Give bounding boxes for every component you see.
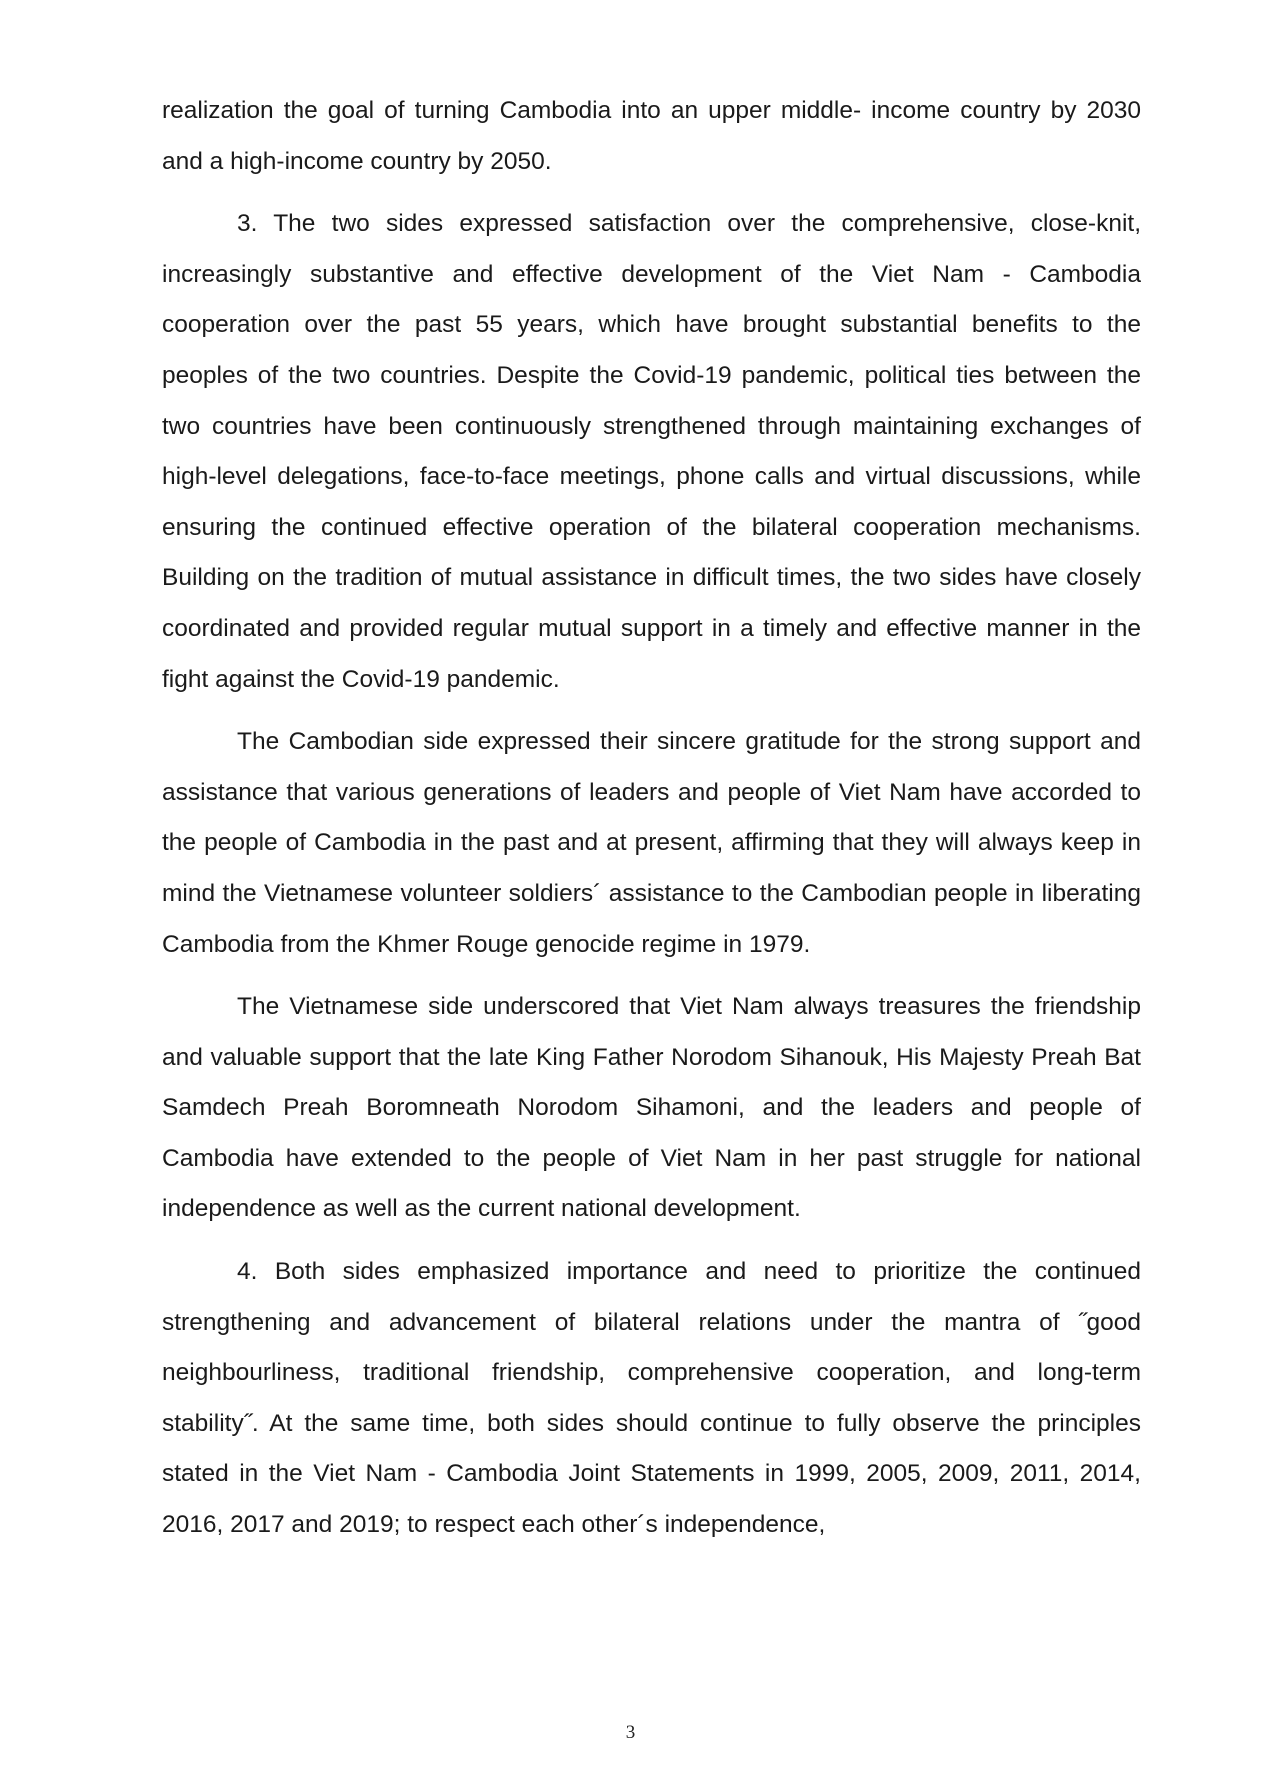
paragraph-text: The two sides expressed satisfaction over the comprehensive, close-knit, increasingly substantive and effective development of the Viet Nam - Cambodia cooperation over the past 55 years, which have brought substantial benefits to the peoples of the two countries. Despite the Covid-19 pandemic, political ties between the two countries have been continuously strengthened through maintaining exchanges of high-level delegations, face-to-face meetings, phone calls and virtual discussions, while ensuring the continued effective operation of the bilateral cooperation mechanisms. Building on the tradition of mutual assistance in difficult times, the two sides have closely coordinated and provided regular mutual support in a timely and effective manner in the fight against the Covid-19 pandemic. xyxy=(162,210,1141,693)
paragraph-vietnamese-side xyxy=(162,982,1141,1235)
paragraph-text: The Cambodian side expressed their sincere gratitude for the strong support and assistance that various generations of leaders and people of Viet Nam have accorded to the people of Cambodia in the past and at present, affirming that they will always keep in mind the Vietnamese volunteer soldiers´ assistance to the Cambodian people in liberating Cambodia from the Khmer Rouge genocide regime in 1979. xyxy=(162,728,1141,958)
paragraph-4 xyxy=(162,1247,1141,1551)
paragraph-text: Both sides emphasized importance and need to prioritize the continued strengthening and advancement of bilateral relations under the mantra of ˝good neighbourliness, traditional friendship, comprehensive cooperation, and long-term stability˝. At the same time, both sides should continue to fully observe the principles stated in the Viet Nam - Cambodia Joint Statements in 1999, 2005, 2009, 2011, 2014, 2016, 2017 and 2019; to respect each other´s independence, xyxy=(162,1258,1141,1539)
paragraph-number: 3. xyxy=(237,210,258,238)
page-number: 3 xyxy=(625,1722,636,1743)
paragraph-3 xyxy=(162,199,1141,705)
document-body xyxy=(162,86,1141,1563)
paragraph-text: realization the goal of turning Cambodia into an upper middle- income country by 2030 and a high-income country by 2050. xyxy=(162,97,1141,175)
paragraph-number: 4. xyxy=(237,1258,258,1286)
paragraph-cambodian-side xyxy=(162,717,1141,970)
paragraph-text: The Vietnamese side underscored that Viet Nam always treasures the friendship and valuable support that the late King Father Norodom Sihanouk, His Majesty Preah Bat Samdech Preah Boromneath Norodom Sihamoni, and the leaders and people of Cambodia have extended to the people of Viet Nam in her past struggle for national independence as well as the current national development. xyxy=(162,993,1141,1223)
paragraph-continuation xyxy=(162,86,1141,187)
